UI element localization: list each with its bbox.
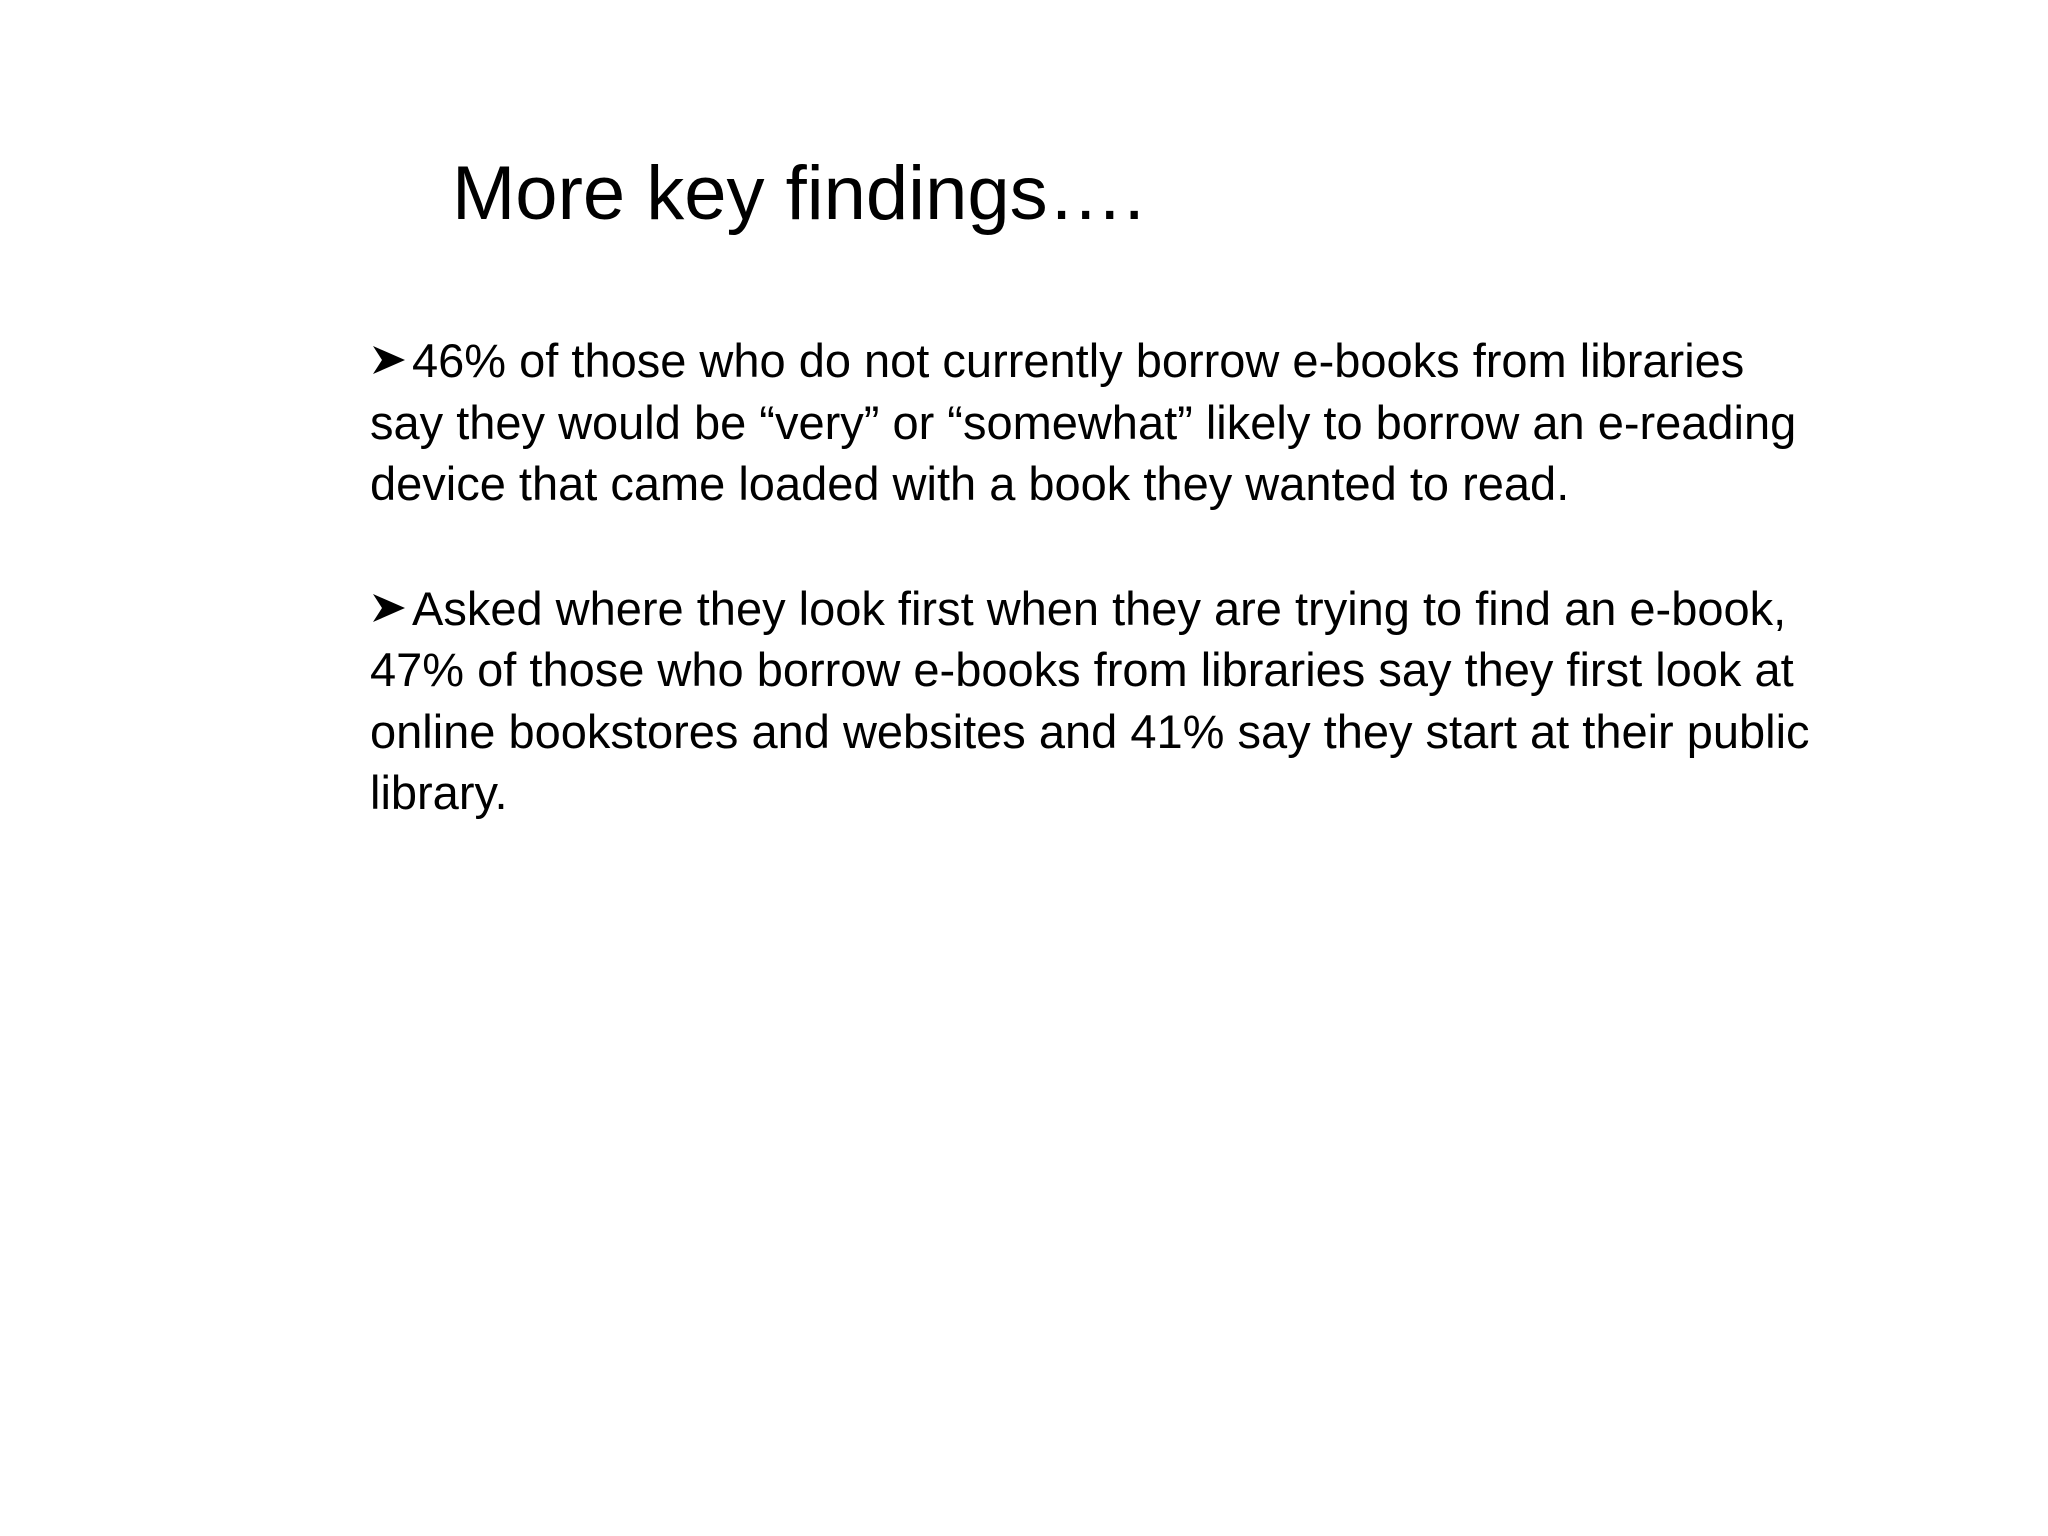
arrowhead-bullet-icon (370, 589, 408, 627)
slide-title: More key findings…. (452, 151, 1145, 236)
bullet-item-2 (370, 578, 1810, 824)
bullet-text: Asked where they look first when they are trying to find an e-book, 47% of those who borrow e-books from libraries say they first look at online bookstores and websites and 41% say they start at their public library. (370, 581, 1810, 819)
bullet-text: 46% of those who do not currently borrow e-books from libraries say they would be “very” or “somewhat” likely to borrow an e-reading device that came loaded with a book they wanted to read. (370, 334, 1797, 510)
bullet-list (370, 330, 1810, 824)
arrowhead-bullet-icon (370, 341, 408, 379)
bullet-item-1 (370, 330, 1810, 515)
